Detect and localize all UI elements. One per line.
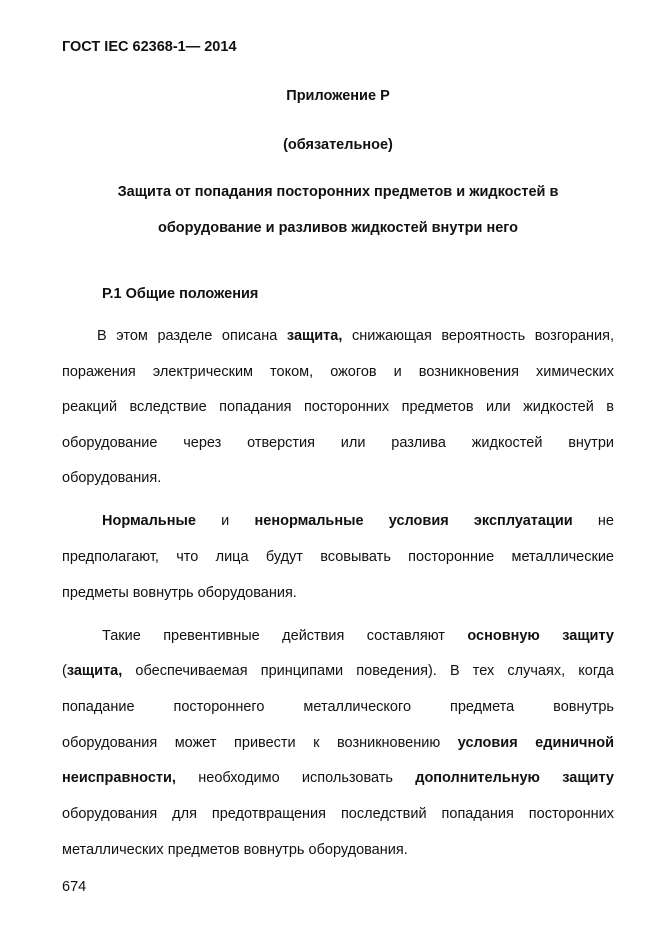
paragraph-1-line-2: поражения электрическим током, ожогов и возникновения химических (62, 364, 614, 380)
paragraph-3-line-5 (62, 769, 614, 787)
paragraph-3-line-4 (62, 734, 614, 752)
paragraph-1-line-1 (97, 327, 614, 345)
term-fault: неисправности, (62, 770, 176, 786)
paragraph-1-line-4: оборудование через отверстия или разлива жидкостей внутри (62, 435, 614, 451)
paragraph-3-line-7: металлических предметов вовнутрь оборудования. (62, 842, 408, 858)
paragraph-2-line-2: предполагают, что лица будут всовывать посторонние металлические (62, 549, 614, 565)
paragraph-3-line-2 (62, 662, 614, 680)
paragraph-2-line-1 (102, 512, 614, 530)
term-abnormal-conditions: ненормальные условия эксплуатации (254, 513, 573, 529)
text-span: В этом разделе описана (97, 328, 287, 344)
text-span: ( (62, 663, 67, 679)
paragraph-1-line-3: реакций вследствие попадания посторонних предметов или жидкостей в (62, 399, 614, 415)
term-basic-safeguard: основную защиту (467, 628, 614, 644)
appendix-title: Приложение Р (286, 88, 390, 104)
document-header: ГОСТ IEC 62368-1— 2014 (62, 39, 237, 55)
section-title: Р.1 Общие положения (102, 286, 259, 302)
text-span: снижающая вероятность возгорания, (342, 328, 614, 344)
paragraph-3-line-6: оборудования для предотвращения последствий попадания посторонних (62, 806, 614, 822)
term-single-fault-condition: условия единичной (457, 735, 614, 751)
page-number: 674 (62, 879, 87, 895)
text-span: Такие превентивные действия составляют (102, 628, 468, 644)
text-span: оборудования может привести к возникновению (62, 735, 458, 751)
text-span: необходимо использовать (175, 770, 416, 786)
appendix-status: (обязательное) (283, 137, 393, 153)
paragraph-1-line-5: оборудования. (62, 470, 162, 486)
paragraph-3-line-3: попадание постороннего металлического предмета вовнутрь (62, 699, 614, 715)
paragraph-3-line-1 (102, 627, 614, 645)
text-span: и (195, 513, 255, 529)
text-span: не (572, 513, 614, 529)
term-supplementary-safeguard: дополнительную защиту (415, 770, 614, 786)
term-protection: защита, (286, 328, 343, 344)
paragraph-2-line-3: предметы вовнутрь оборудования. (62, 585, 297, 601)
term-normal: Нормальные (102, 513, 196, 529)
text-span: обеспечиваемая принципами поведения). В тех случаях, когда (122, 663, 614, 679)
appendix-heading-line-1: Защита от попадания посторонних предметов и жидкостей в (117, 184, 559, 200)
appendix-heading-line-2: оборудование и разливов жидкостей внутри него (157, 220, 518, 236)
term-protection: защита, (66, 663, 123, 679)
